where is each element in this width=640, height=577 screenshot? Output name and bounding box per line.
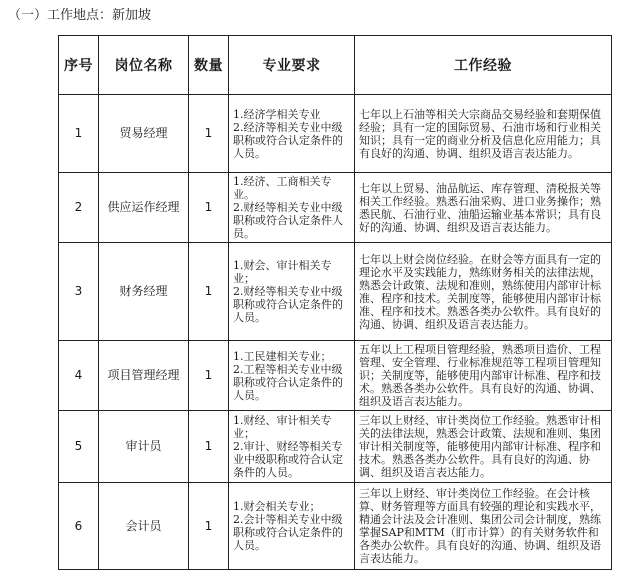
section-title: （一）工作地点：新加坡 (8, 8, 152, 23)
row-quantity: 1 (189, 411, 229, 483)
requirement-line: 2.财经等相关专业中级职称或符合认定条件人员。 (233, 201, 343, 240)
header-requirements: 专业要求 (229, 36, 355, 95)
requirement-line: 1.财经、审计相关专业； (233, 414, 332, 440)
row-index: 2 (59, 173, 99, 243)
row-index: 1 (59, 95, 99, 173)
requirement-line: 2.审计、财经等相关专业中级职称或符合认定条件的人员。 (233, 440, 343, 479)
row-quantity: 1 (189, 341, 229, 411)
requirement-line: 2.会计等相关专业中级职称或符合认定条件的人员。 (233, 513, 343, 552)
row-index: 3 (59, 243, 99, 341)
row-experience: 七年以上贸易、油品航运、库存管理、清税报关等相关工作经验。熟悉石油采购、进口业务操作；熟悉民航、石油行业、油船运输业基本常识；具有良好的沟通、协调、组织及语言表达能力。 (355, 173, 612, 243)
requirement-line: 1.经济、工商相关专业。 (233, 175, 332, 201)
row-position: 项目管理经理 (99, 341, 189, 411)
requirement-line: 2.工程等相关专业中级职称或符合认定条件的人员。 (233, 362, 343, 402)
requirement-line: 2.财经等相关专业中级职称或符合认定条件的人员。 (233, 285, 343, 324)
row-position: 审计员 (99, 411, 189, 483)
table-row (59, 411, 612, 483)
row-quantity: 1 (189, 243, 229, 341)
table-row (59, 173, 612, 243)
row-index: 4 (59, 341, 99, 411)
row-position: 贸易经理 (99, 95, 189, 173)
row-index: 5 (59, 411, 99, 483)
header-experience: 工作经验 (355, 36, 612, 95)
row-index: 6 (59, 483, 99, 570)
job-positions-table (58, 35, 612, 570)
row-requirements (229, 411, 355, 483)
row-requirements (229, 173, 355, 243)
table-header-row (59, 36, 612, 95)
row-experience: 三年以上财经、审计类岗位工作经验。在会计核算、财务管理等方面具有较强的理论和实践水平，精通会计法及会计准则、集团公司会计制度，熟练掌握SAP和MTM（盯市计算）的有关财务软件和各类办公软件。具有良好的沟通、协调、组织及语言表达能力。 (355, 483, 612, 570)
row-requirements (229, 341, 355, 411)
row-position: 会计员 (99, 483, 189, 570)
requirement-line: 1.经济学相关专业 (233, 107, 321, 121)
table-row (59, 483, 612, 570)
requirement-line: 1.财会相关专业； (233, 500, 321, 513)
row-requirements (229, 243, 355, 341)
row-experience: 七年以上石油等相关大宗商品交易经验和套期保值经验；具有一定的国际贸易、石油市场和行业相关知识；具有一定的商业分析及信息化应用能力；具有良好的沟通、协调、组织及语言表达能力。 (355, 95, 612, 173)
row-quantity: 1 (189, 95, 229, 173)
requirement-line: 1.工民建相关专业； (233, 349, 332, 363)
table-row (59, 95, 612, 173)
header-quantity: 数量 (189, 36, 229, 95)
row-position: 供应运作经理 (99, 173, 189, 243)
table-row (59, 243, 612, 341)
table-row (59, 341, 612, 411)
row-requirements (229, 483, 355, 570)
row-quantity: 1 (189, 173, 229, 243)
row-position: 财务经理 (99, 243, 189, 341)
row-quantity: 1 (189, 483, 229, 570)
row-experience: 五年以上工程项目管理经验，熟悉项目造价、工程管理、安全管理、行业标准规范等工程项目管理知识；关制度等，能够使用内部审计标准、程序和技术。熟悉各类办公软件。具有良好的沟通、协调、组织及语言表达能力。 (355, 341, 612, 411)
row-requirements (229, 95, 355, 173)
header-index: 序号 (59, 36, 99, 95)
requirement-line: 1.财会、审计相关专业； (233, 259, 332, 285)
requirement-line: 2.经济等相关专业中级职称或符合认定条件的人员。 (233, 120, 343, 160)
header-position: 岗位名称 (99, 36, 189, 95)
row-experience: 七年以上财会岗位经验。在财会等方面具有一定的理论水平及实践能力，熟练财务相关的法律法规，熟悉会计政策、法规和准则，熟练使用内部审计标准、程序和技术。关制度等，能够使用内部审计标准、程序和技术。熟悉各类办公软件。具有良好的沟通、协调、组织及语言表达能力。 (355, 243, 612, 341)
row-experience: 三年以上财经、审计类岗位工作经验。熟悉审计相关的法律法规，熟悉会计政策、法规和准则、集团审计相关制度等，能够使用内部审计标准、程序和技术。熟悉各类办公软件。具有良好的沟通、协调、组织及语言表达能力。 (355, 411, 612, 483)
